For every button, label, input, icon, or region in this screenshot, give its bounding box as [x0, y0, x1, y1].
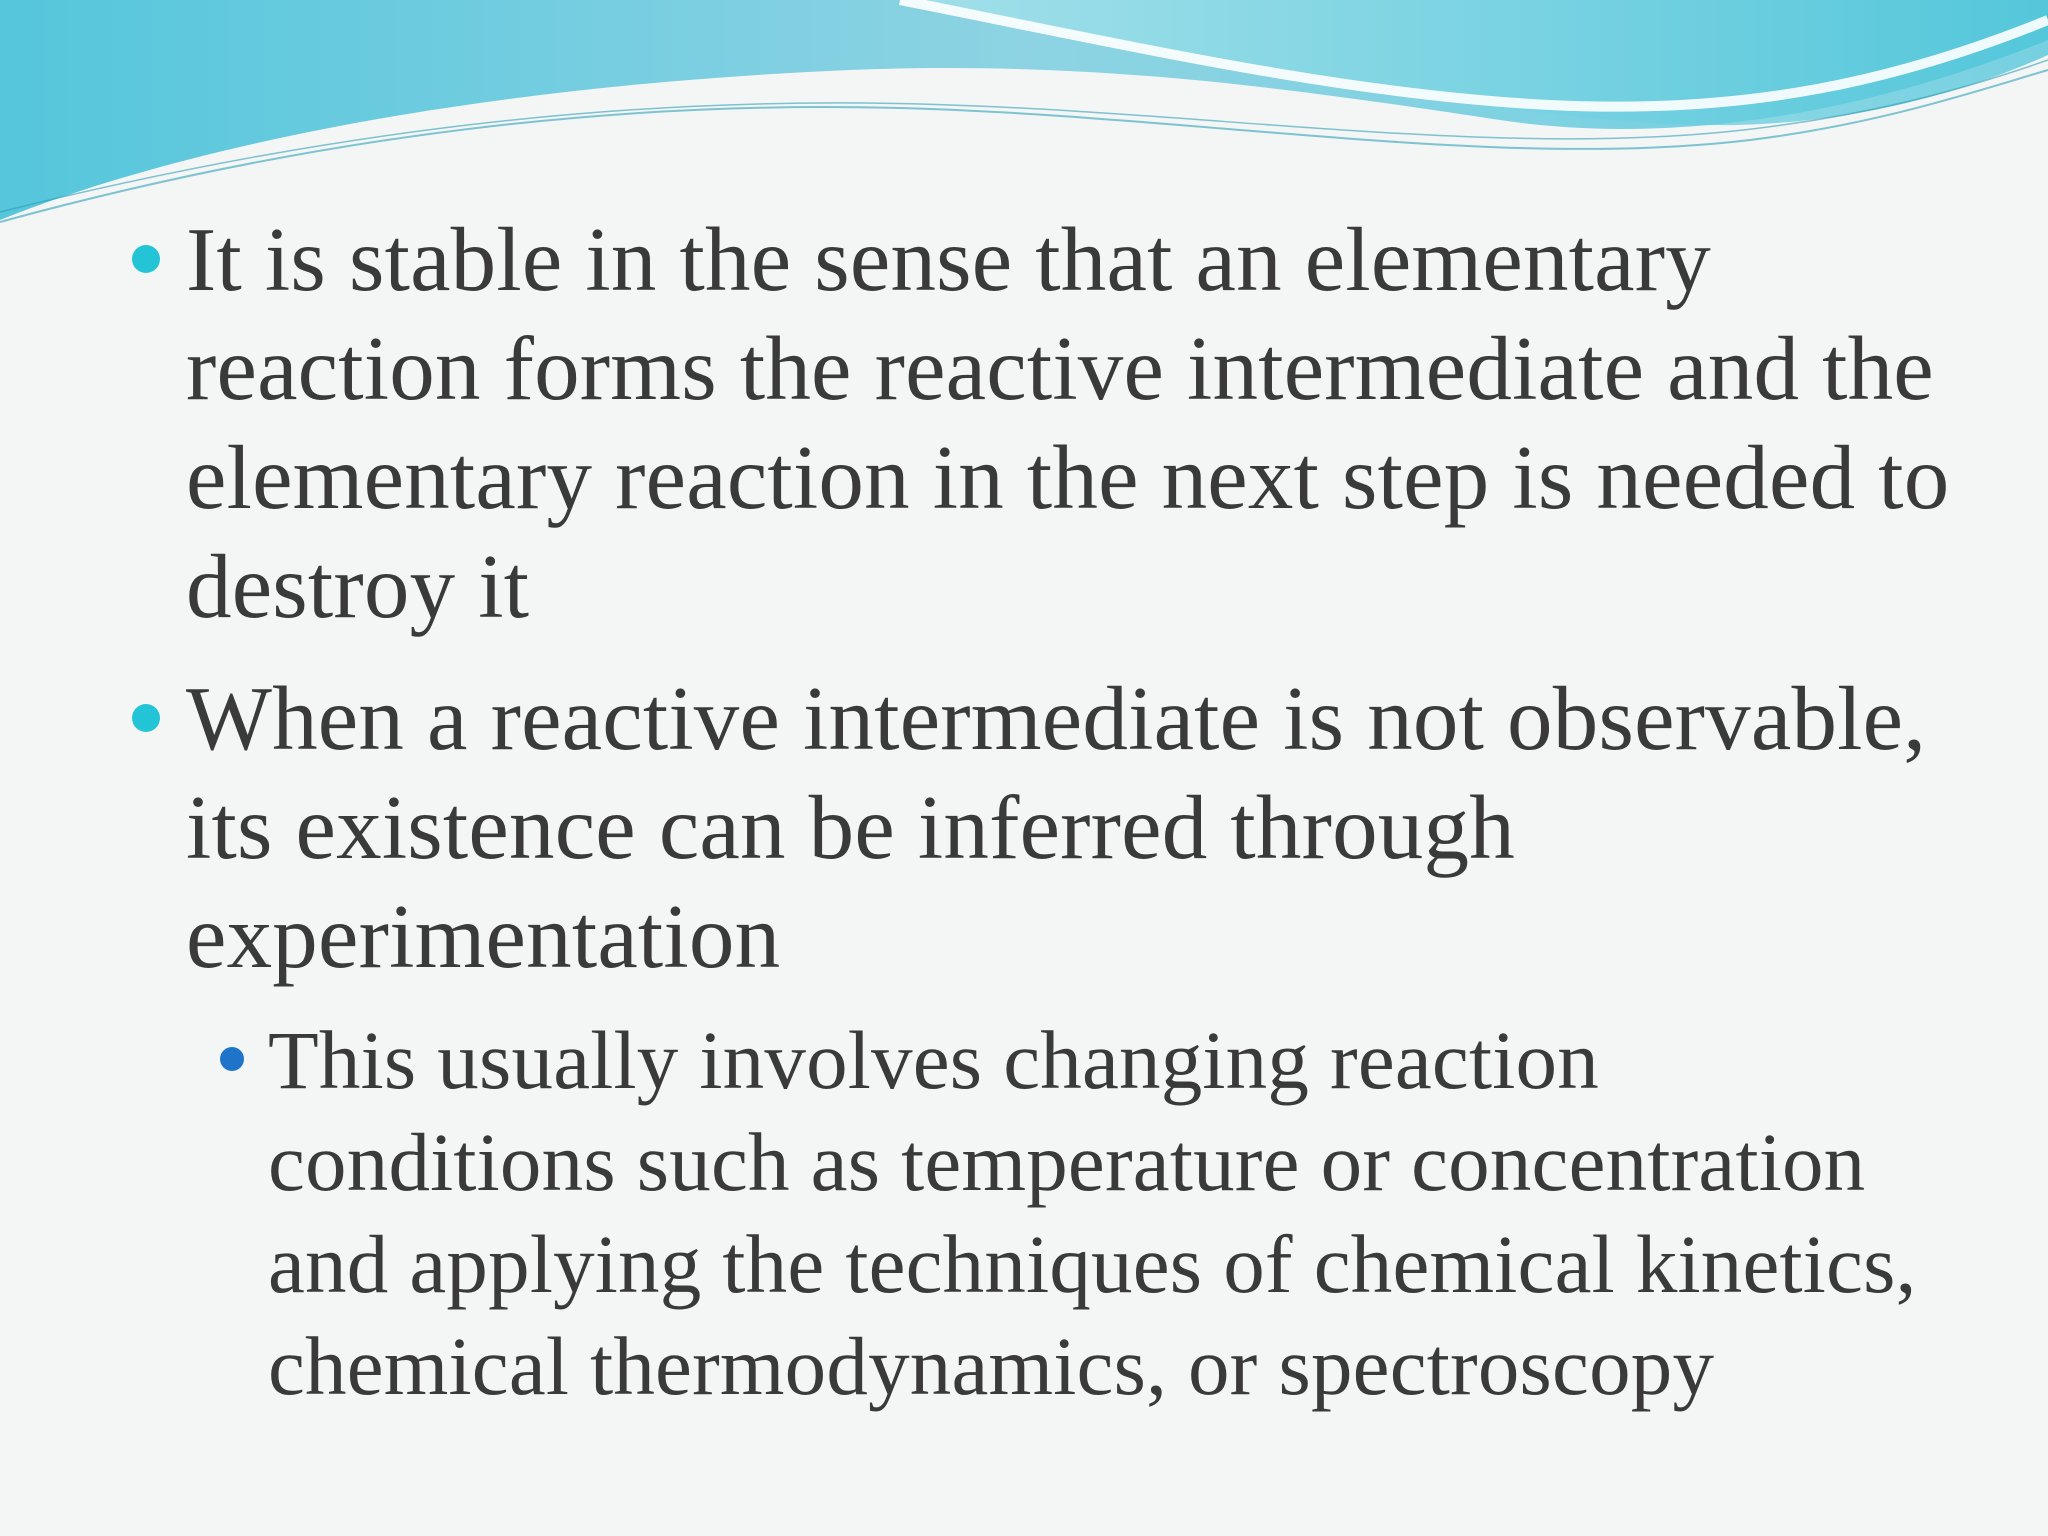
bullet-item-2 — [186, 664, 2026, 991]
bullet-text-2: When a reactive intermediate is not observable, its existence can be inferred through experimentation — [186, 668, 1927, 987]
bullet-item-1 — [186, 205, 2026, 641]
bullet-dot-icon — [132, 704, 160, 732]
bullet-text-1: It is stable in the sense that an elementary reaction forms the reactive intermediate and the elementary reaction in the next step is needed to destroy it — [186, 209, 1950, 637]
sub-bullet-dot-icon — [220, 1047, 244, 1071]
sub-bullet-text-1: This usually involves changing reaction conditions such as temperature or concentration and applying the techniques of chemical kinetics, chemical thermodynamics, or spectroscopy — [268, 1014, 1917, 1412]
sub-bullet-item-1 — [268, 1009, 2028, 1417]
bullet-dot-icon — [132, 245, 160, 273]
